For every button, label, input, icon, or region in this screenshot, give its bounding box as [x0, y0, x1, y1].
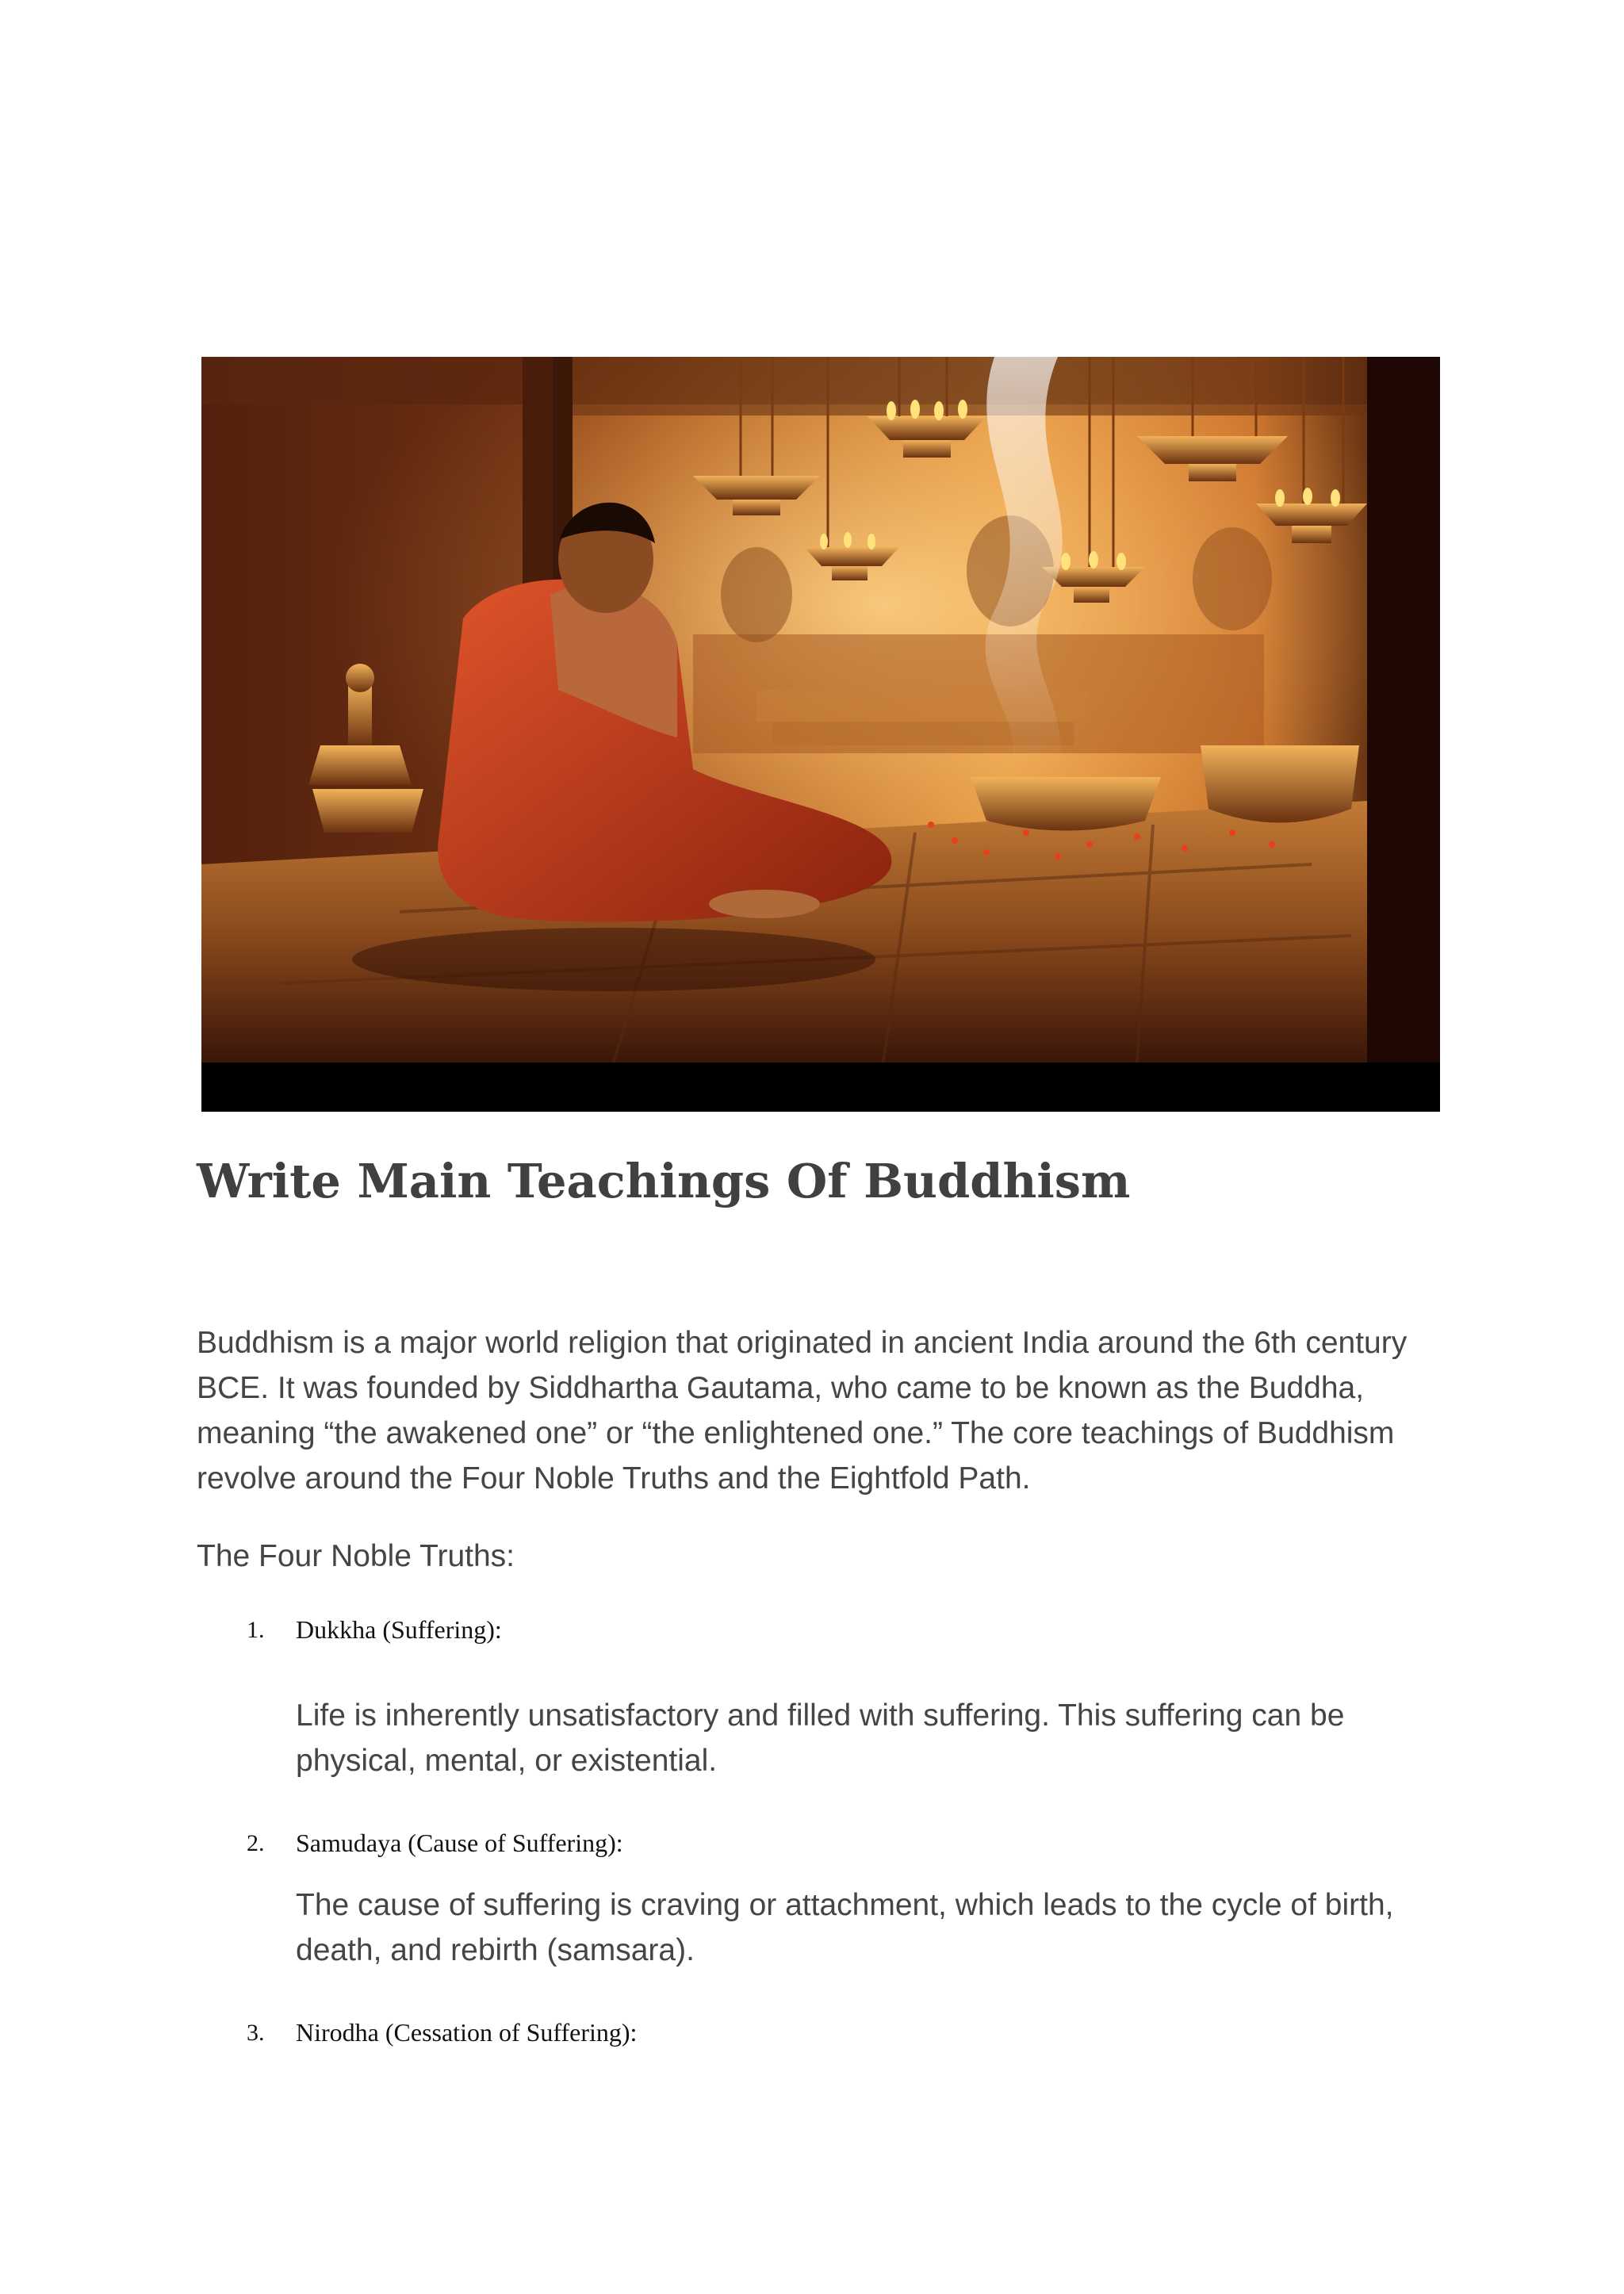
list-item-number: 1.	[247, 1617, 265, 1643]
list-item-description: Life is inherently unsatisfactory and filled with suffering. This suffering can be physical, mental, or existential.	[296, 1698, 1345, 1778]
list-item-description: The cause of suffering is craving or attachment, which leads to the cycle of birth, death, and rebirth (samsara).	[296, 1888, 1394, 1967]
list-item-number: 3.	[247, 2020, 265, 2046]
hero-image	[201, 357, 1440, 1112]
article-title: Write Main Teachings Of Buddhism	[197, 1154, 1131, 1208]
truths-heading: The Four Noble Truths:	[197, 1539, 515, 1573]
monk-temple-illustration	[201, 357, 1440, 1112]
list-item-label: Samudaya (Cause of Suffering):	[296, 1829, 623, 1857]
list-item-label: Dukkha (Suffering):	[296, 1615, 502, 1644]
intro-paragraph: Buddhism is a major world religion that originated in ancient India around the 6th century BCE. It was founded by Siddhartha Gautama, who came to be known as the Buddha, meaning “the awakened one” or “the enlightened one.” The core teachings of Buddhism revolve around the Four Noble Truths and the Eightfold Path.	[197, 1326, 1408, 1496]
list-item-number: 2.	[247, 1830, 265, 1856]
list-item-label: Nirodha (Cessation of Suffering):	[296, 2018, 638, 2047]
